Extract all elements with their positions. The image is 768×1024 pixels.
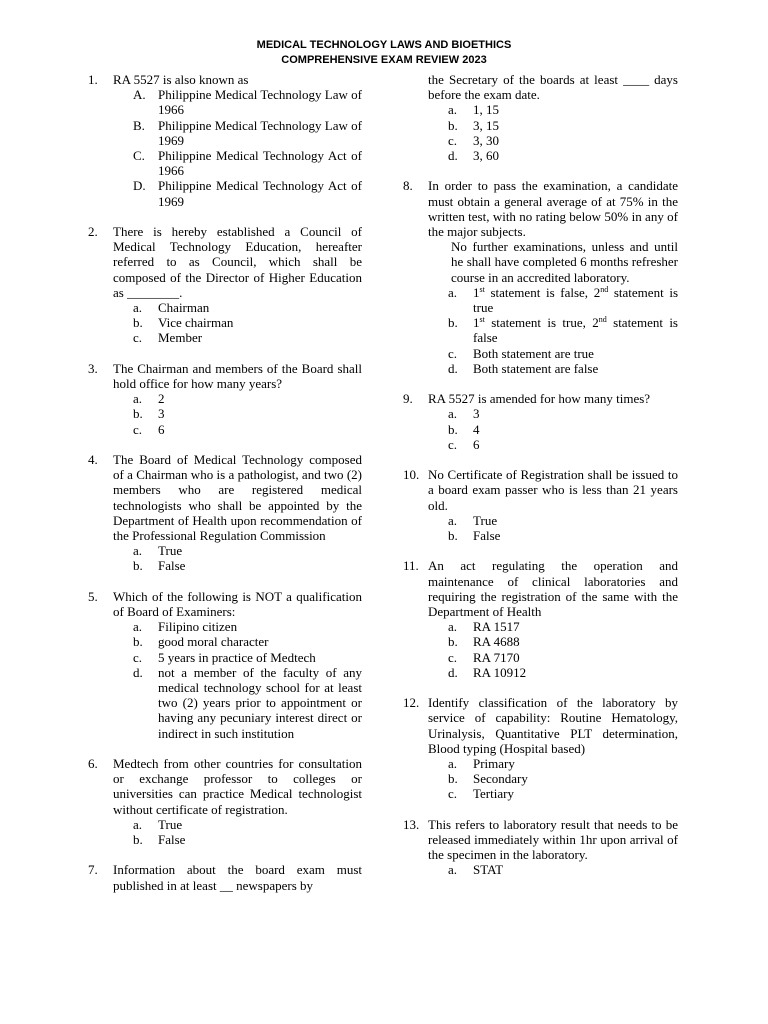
option-item[interactable] xyxy=(113,300,362,315)
question-number: 8. xyxy=(403,178,413,194)
option-label: a. xyxy=(133,816,143,832)
question-stem: Identify classification of the laboratory by service of capability: Routine Hematology, Urinalysis, Quantitative PLT determination, Blood typing (Hospital based) xyxy=(428,695,678,756)
right-column xyxy=(403,72,678,893)
option-label: a. xyxy=(448,756,458,772)
option-list xyxy=(428,406,678,452)
question-stem: In order to pass the examination, a candidate must obtain a general average of at 75% in the written test, with no rating below 50% in any of the major subjects. xyxy=(428,178,678,240)
option-list xyxy=(113,619,362,741)
question-number: 7. xyxy=(88,862,98,878)
option-item[interactable] xyxy=(428,315,678,345)
option-item[interactable] xyxy=(428,422,678,437)
option-label: B. xyxy=(133,117,145,133)
option-label: b. xyxy=(133,634,143,650)
option-text: False xyxy=(158,558,186,574)
option-text: False xyxy=(158,832,186,848)
option-label: a. xyxy=(133,619,143,635)
question-number: 9. xyxy=(403,391,413,407)
option-list xyxy=(428,862,678,877)
question-13 xyxy=(403,817,678,878)
option-label: b. xyxy=(448,528,458,544)
option-label: b. xyxy=(448,315,458,331)
option-label: c. xyxy=(133,649,143,665)
option-item[interactable] xyxy=(113,619,362,634)
question-12 xyxy=(403,695,678,801)
option-label: a. xyxy=(448,406,458,422)
question-stem: An act regulating the operation and maintenance of clinical laboratories and requiring the registration of the same with the Department of Health xyxy=(428,558,678,620)
option-label: b. xyxy=(448,117,458,133)
option-item[interactable] xyxy=(428,102,678,117)
question-number: 1. xyxy=(88,72,98,87)
option-label: c. xyxy=(448,345,458,361)
option-text: STAT xyxy=(473,862,504,878)
question-number: 12. xyxy=(403,695,420,711)
option-item[interactable] xyxy=(428,665,678,680)
option-list xyxy=(428,619,678,680)
option-item[interactable] xyxy=(113,650,362,665)
question-1 xyxy=(88,72,362,209)
option-text: 1, 15 xyxy=(473,102,499,118)
option-item[interactable] xyxy=(428,118,678,133)
option-text: RA 7170 xyxy=(473,649,520,665)
option-label: d. xyxy=(448,148,458,164)
option-text: Primary xyxy=(473,756,515,772)
option-text: Philippine Medical Technology Act of 1969 xyxy=(158,178,362,209)
question-number: 2. xyxy=(88,224,98,240)
option-text: not a member of the faculty of any medical technology school for at least two (2) years prior to appointment or having any pecuniary interest direct or indirect in such institution xyxy=(158,664,362,741)
option-item[interactable] xyxy=(428,513,678,528)
option-text: 3, 15 xyxy=(473,117,499,133)
option-item[interactable] xyxy=(428,406,678,421)
question-stem: Medtech from other countries for consultation or exchange professor to colleges or universities can practice Medical technologist without certificate of registration. xyxy=(113,756,362,817)
option-label: b. xyxy=(133,406,143,422)
option-text: RA 10912 xyxy=(473,664,527,680)
option-list xyxy=(428,102,678,163)
option-item[interactable] xyxy=(113,87,362,117)
option-label: a. xyxy=(448,284,458,300)
question-10 xyxy=(403,467,678,543)
option-text: Member xyxy=(158,330,203,346)
question-number: 4. xyxy=(88,452,98,468)
option-label: a. xyxy=(448,862,458,878)
option-item[interactable] xyxy=(113,665,362,741)
option-item[interactable] xyxy=(428,285,678,315)
option-item[interactable] xyxy=(113,422,362,437)
question-7 xyxy=(88,862,362,892)
option-item[interactable] xyxy=(428,650,678,665)
option-label: b. xyxy=(133,315,143,331)
question-3 xyxy=(88,361,362,437)
option-text: 6 xyxy=(158,421,165,437)
option-label: a. xyxy=(448,102,458,118)
question-4 xyxy=(88,452,362,574)
option-label: b. xyxy=(133,832,143,848)
option-item[interactable] xyxy=(113,817,362,832)
option-label: b. xyxy=(133,558,143,574)
option-text: Philippine Medical Technology Law of 1969 xyxy=(158,117,362,148)
question-stem: The Board of Medical Technology composed of a Chairman who is a pathologist, and two (2) members who are registered medical technologists who shall be appointed by the Department of Health upon recommendation of the Professional Regulation Commission xyxy=(113,452,362,544)
option-text: 1st statement is true, 2nd statement is false xyxy=(473,315,678,346)
option-text: 3 xyxy=(158,406,165,422)
question-stem: This refers to laboratory result that needs to be released immediately within 1hr upon arrival of the specimen in the laboratory. xyxy=(428,816,678,863)
option-label: b. xyxy=(448,771,458,787)
option-label: a. xyxy=(448,619,458,635)
option-item[interactable] xyxy=(428,437,678,452)
option-label: A. xyxy=(133,87,146,103)
option-item[interactable] xyxy=(113,391,362,406)
question-stem: RA 5527 is amended for how many times? xyxy=(428,391,651,407)
option-item[interactable] xyxy=(428,771,678,786)
option-label: a. xyxy=(133,543,143,559)
question-11 xyxy=(403,558,678,680)
question-number: 6. xyxy=(88,756,98,772)
question-7-continued xyxy=(403,72,678,163)
option-text: 1st statement is false, 2nd statement is true xyxy=(473,284,678,316)
option-list xyxy=(113,87,362,209)
option-text: False xyxy=(473,528,501,544)
left-column xyxy=(88,72,362,908)
option-list xyxy=(113,391,362,437)
question-stem: No Certificate of Registration shall be issued to a board exam passer who is less than 21 years old. xyxy=(428,467,678,513)
option-text: 2 xyxy=(158,391,165,407)
option-label: c. xyxy=(133,330,143,346)
question-number: 13. xyxy=(403,816,420,832)
question-5 xyxy=(88,589,362,741)
option-label: c. xyxy=(448,436,458,452)
option-item[interactable] xyxy=(428,148,678,163)
option-label: a. xyxy=(448,512,458,528)
option-text: Secondary xyxy=(473,771,528,787)
option-item[interactable] xyxy=(428,756,678,771)
right-column-questions xyxy=(403,391,678,877)
option-item[interactable] xyxy=(428,634,678,649)
question-stem: RA 5527 is also known as xyxy=(113,72,249,87)
option-item[interactable] xyxy=(428,619,678,634)
option-text: 5 years in practice of Medtech xyxy=(158,649,316,665)
option-item[interactable] xyxy=(428,361,678,376)
question-number: 10. xyxy=(403,467,420,483)
question-stem: There is hereby established a Council of Medical Technology Education, hereafter referred to as Council, which shall be composed of the Director of Higher Education as ________. xyxy=(113,224,362,300)
question-6 xyxy=(88,756,362,847)
option-text: True xyxy=(473,512,498,528)
option-label: D. xyxy=(133,178,146,194)
option-item[interactable] xyxy=(113,543,362,558)
option-text: Both statement are true xyxy=(473,345,594,361)
question-stem: Information about the board exam must published in at least __ newspapers by xyxy=(113,862,362,893)
option-list xyxy=(113,817,362,847)
option-list xyxy=(428,513,678,543)
option-item[interactable] xyxy=(113,178,362,208)
option-text: good moral character xyxy=(158,634,269,650)
question-stem: The Chairman and members of the Board shall hold office for how many years? xyxy=(113,360,362,392)
option-item[interactable] xyxy=(428,133,678,148)
option-text: Vice chairman xyxy=(158,315,234,331)
question-number: 5. xyxy=(88,588,98,604)
option-item[interactable] xyxy=(428,862,678,877)
option-text: 6 xyxy=(473,436,480,452)
option-label: b. xyxy=(448,634,458,650)
option-item[interactable] xyxy=(113,148,362,178)
option-item[interactable] xyxy=(113,558,362,573)
option-item[interactable] xyxy=(113,315,362,330)
question-number: 3. xyxy=(88,360,98,376)
option-list xyxy=(113,543,362,573)
option-label: d. xyxy=(448,664,458,680)
option-label: a. xyxy=(133,391,143,407)
question-number: 11. xyxy=(403,558,419,574)
option-list xyxy=(113,300,362,346)
option-text: 4 xyxy=(473,421,480,437)
document-header xyxy=(0,38,768,68)
option-text: Tertiary xyxy=(473,786,514,802)
question-9 xyxy=(403,391,678,452)
option-label: d. xyxy=(448,360,458,376)
option-item[interactable] xyxy=(113,832,362,847)
option-text: RA 4688 xyxy=(473,634,520,650)
option-text: Filipino citizen xyxy=(158,619,238,635)
option-text: 3, 60 xyxy=(473,148,499,164)
option-label: c. xyxy=(133,421,143,437)
option-item[interactable] xyxy=(428,346,678,361)
option-text: 3, 30 xyxy=(473,132,499,148)
header-subtitle: COMPREHENSIVE EXAM REVIEW 2023 xyxy=(281,54,487,66)
option-list xyxy=(428,756,678,802)
option-label: c. xyxy=(448,786,458,802)
option-item[interactable] xyxy=(113,634,362,649)
question-8 xyxy=(403,178,678,376)
option-item[interactable] xyxy=(428,528,678,543)
option-text: Chairman xyxy=(158,300,210,316)
option-label: C. xyxy=(133,148,145,164)
option-item[interactable] xyxy=(428,786,678,801)
header-title: MEDICAL TECHNOLOGY LAWS AND BIOETHICS xyxy=(256,39,512,51)
option-label: b. xyxy=(448,421,458,437)
option-label: c. xyxy=(448,649,458,665)
option-item[interactable] xyxy=(113,118,362,148)
option-text: True xyxy=(158,816,183,832)
option-text: Both statement are false xyxy=(473,360,599,376)
option-list xyxy=(428,285,678,376)
question-statement: No further examinations, unless and until he shall have completed 6 months refresher course in an accredited laboratory. xyxy=(451,239,678,285)
question-stem: Which of the following is NOT a qualification of Board of Examiners: xyxy=(113,588,362,620)
option-text: RA 1517 xyxy=(473,619,520,635)
option-text: Philippine Medical Technology Law of 1966 xyxy=(158,87,362,118)
option-item[interactable] xyxy=(113,406,362,421)
option-text: True xyxy=(158,543,183,559)
question-stem: the Secretary of the boards at least ____ days before the exam date. xyxy=(428,72,678,103)
option-text: 3 xyxy=(473,406,480,422)
option-text: Philippine Medical Technology Act of 1966 xyxy=(158,148,362,179)
option-label: c. xyxy=(448,132,458,148)
option-label: d. xyxy=(133,664,143,680)
option-item[interactable] xyxy=(113,330,362,345)
question-2 xyxy=(88,224,362,346)
option-label: a. xyxy=(133,300,143,316)
